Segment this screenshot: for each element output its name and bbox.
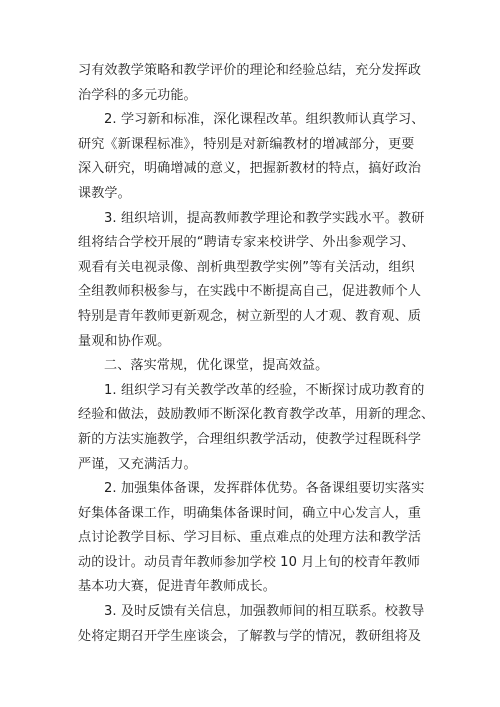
text-line: 特别是青年教师更新观念，树立新型的人才观、教育观、质 <box>78 308 422 324</box>
text-line: 处将定期召开学生座谈会，了解教与学的情况，教研组将及 <box>78 628 422 644</box>
document-body <box>78 59 436 649</box>
paragraph-start-line: 2. 学习新和标准，深化课程改革。组织教师认真学习、 <box>104 112 425 128</box>
text-line: 全组教师积极参与，在实践中不断提高自己，促进教师个人 <box>78 284 422 300</box>
text-line: 组将结合学校开展的“聘请专家来校讲学、外出参观学习、 <box>78 235 415 251</box>
text-line: 习有效教学策略和教学评价的理论和经验总结，充分发挥政 <box>78 63 422 78</box>
text-line: 量观和协作观。 <box>78 333 171 349</box>
text-line: 基本功大赛，促进青年教师成长。 <box>78 579 276 595</box>
text-line: 经验和做法，鼓励教师不断深化教育教学改革，用新的理念、 <box>78 407 435 423</box>
text-line: 治学科的多元功能。 <box>78 87 197 103</box>
paragraph-start-line: 1. 组织学习有关教学改革的经验，不断探讨成功教育的 <box>104 382 425 398</box>
text-line: 好集体备课工作，明确集体备课时间，确立中心发言人，重 <box>78 505 422 521</box>
text-line: 研究《新课程标准》，特别是对新编教材的增减部分，更要 <box>78 136 415 152</box>
text-line: 深入研究，明确增减的意义，把握新教材的特点，搞好政治 <box>78 161 422 177</box>
paragraph-start-line: 3. 及时反馈有关信息，加强教师间的相互联系。校教导 <box>104 604 425 620</box>
text-line: 动的设计。动员青年教师参加学校 10 月上旬的校青年教师 <box>78 554 421 570</box>
section-heading-line: 二、落实常规，优化课堂，提高效益。 <box>104 358 329 374</box>
text-line: 课教学。 <box>78 185 131 201</box>
paragraph-start-line: 3. 组织培训，提高教师教学理论和教学实践水平。教研 <box>104 210 425 226</box>
text-line: 观看有关电视录像、剖析典型教学实例”等有关活动，组织 <box>78 259 415 275</box>
text-line: 严谨，又充满活力。 <box>78 456 197 472</box>
text-line: 点讨论教学目标、学习目标、重点难点的处理方法和教学活 <box>78 530 422 546</box>
text-line: 新的方法实施教学，合理组织教学活动，使教学过程既科学 <box>78 431 422 447</box>
paragraph-start-line: 2. 加强集体备课，发挥群体优势。各备课组要切实落实 <box>104 481 425 497</box>
